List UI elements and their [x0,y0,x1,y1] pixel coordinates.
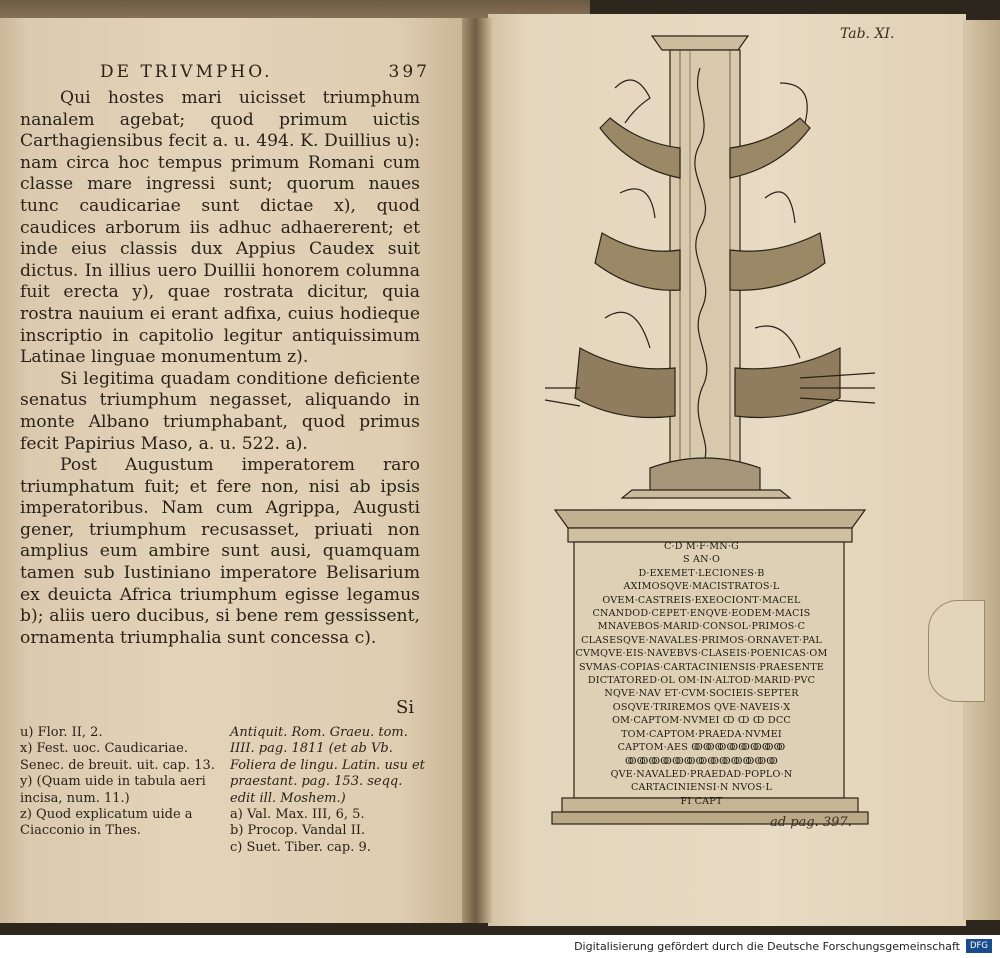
inscription-line: CNANDOD·CEPET·ENQVE·EODEM·MACIS [592,608,811,620]
inscription-line: FI CAPT [680,795,723,807]
catchword: Si [396,697,415,718]
paragraph: Si legitima quadam conditione deficiente senatus triumphum negasset, aliquando in monte Albano triumphabant, quod primus fecit Papirius Maso, a. u. 522. a). [20,368,420,454]
footnotes-column-right [230,725,426,856]
column-inscription [574,540,829,808]
footer-bar [0,935,1000,958]
footnotes [20,725,430,856]
inscription-line: CVMQVE·EIS·NAVEBVS·CLASEIS·POENICAS·OM [575,648,828,660]
inscription-line: OVEM·CASTREIS·EXEOCIONT·MACEL [602,594,801,606]
paragraph: Post Augustum imperatorem raro triumphatum fuit; et fere non, nisi ab ipsis imperatoribus. Nam cum Agrippa, Augusti gener, triumphum recusasset, priuati non amplius eum ambire sunt ausi, quamquam tamen sub Iustiniano imperatore Belisarium ex deuicta Africa triumphum egisse legamus b); aliis uero ducibus, si bene rem gessissent, ornamenta triumphalia sunt concessa c). [20,455,420,648]
foldout-tab [928,600,985,702]
footnote: c) Suet. Tiber. cap. 9. [230,839,371,855]
page-edges [963,20,1000,920]
inscription-line: OSQVE·TRIREMOS QVE·NAVEIS·X [612,701,791,713]
footnote: x) Fest. uoc. Caudicariae. Senec. de breuit. uit. cap. 13. [20,741,215,773]
book-gutter [462,18,492,923]
inscription-line: AXIMOSQVE·MACISTRATOS·L [623,581,780,593]
inscription-line: ↂↂↂↂↂↂↂↂↂↂↂↂↂ [624,755,779,767]
footnote: z) Quod explicatum uide a Ciacconio in Thes. [20,807,193,839]
plate-label: Tab. XI. [840,26,895,42]
inscription-line: QVE·NAVALED·PRAEDAD·POPLO·N [610,768,793,780]
inscription-line: NQVE·NAV ET·CVM·SOCIEIS·SEPTER [604,688,799,700]
inscription-line: CARTACINIENSI·N NVOS·L [630,782,773,794]
inscription-line: MNAVEBOS·MARID·CONSOL·PRIMOS·C [597,621,806,633]
inscription-line: C·D M·F·MN·G [663,541,740,552]
inscription-line: S AN·O [682,554,721,566]
inscription-line: TOM·CAPTOM·PRAEDA·NVMEI [621,728,782,740]
running-head [100,62,430,82]
main-text [20,88,420,649]
footnote: b) Procop. Vandal II. [230,823,366,839]
inscription-line: CAPTOM·AES ↂↂↂↂↂↂↂↂ [617,742,786,754]
inscription-line: D·EXEMET·LECIONES·B [638,567,765,579]
paragraph: Qui hostes mari uicisset triumphum nanalem agebat; quod primum uictis Carthagiensibus fecit a. u. 494. K. Duillius u): nam circa hoc tempus primum Romani cum classe mare ingressi sunt; quorum naues tunc caudicariae sunt dictae x), quod caudices arborum iis adhuc adhaererent; et inde eius classis dux Appius Caudex suit dictus. In illius uero Duillii honorem columna fuit erecta y), quae rostrata dicitur, quia rostra nauium ei erant adfixa, cuius hodieque inscriptio in capitolio legitur antiquissimum Latinae linguae monumentum z). [20,88,420,368]
inscription-line: SVMAS·COPIAS·CARTACINIENSIS·PRAESENTE [578,661,825,673]
footnote: y) (Quam uide in tabula aeri incisa, num. 11.) [20,774,206,806]
inscription-line: OM·CAPTOM·NVMEI ↀ ↀ ↀ DCC [612,715,791,727]
running-head-title: DE TRIVMPHO. [100,62,273,82]
plate-reference: ad pag. 397. [770,815,852,830]
inscription-line: DICTATORED·OL OM·IN·ALTOD·MARID·PVC [587,675,816,687]
inscription-line: CLASESQVE·NAVALES·PRIMOS·ORNAVET·PAL [581,634,822,646]
dfg-logo: DFG [966,939,992,953]
footnotes-column-left [20,725,216,856]
footnote: Antiquit. Rom. Graeu. tom. IIII. pag. 1811 (et ab Vb. Foliera de lingu. Latin. usu et praestant. pag. 153. seqq. edit ill. Moshem.) [230,725,425,806]
footnote: a) Val. Max. III, 6, 5. [230,807,365,823]
funding-notice: Digitalisierung gefördert durch die Deutsche Forschungsgemeinschaft [574,940,960,953]
page-number: 397 [388,62,430,82]
footnote: u) Flor. II, 2. [20,725,103,740]
